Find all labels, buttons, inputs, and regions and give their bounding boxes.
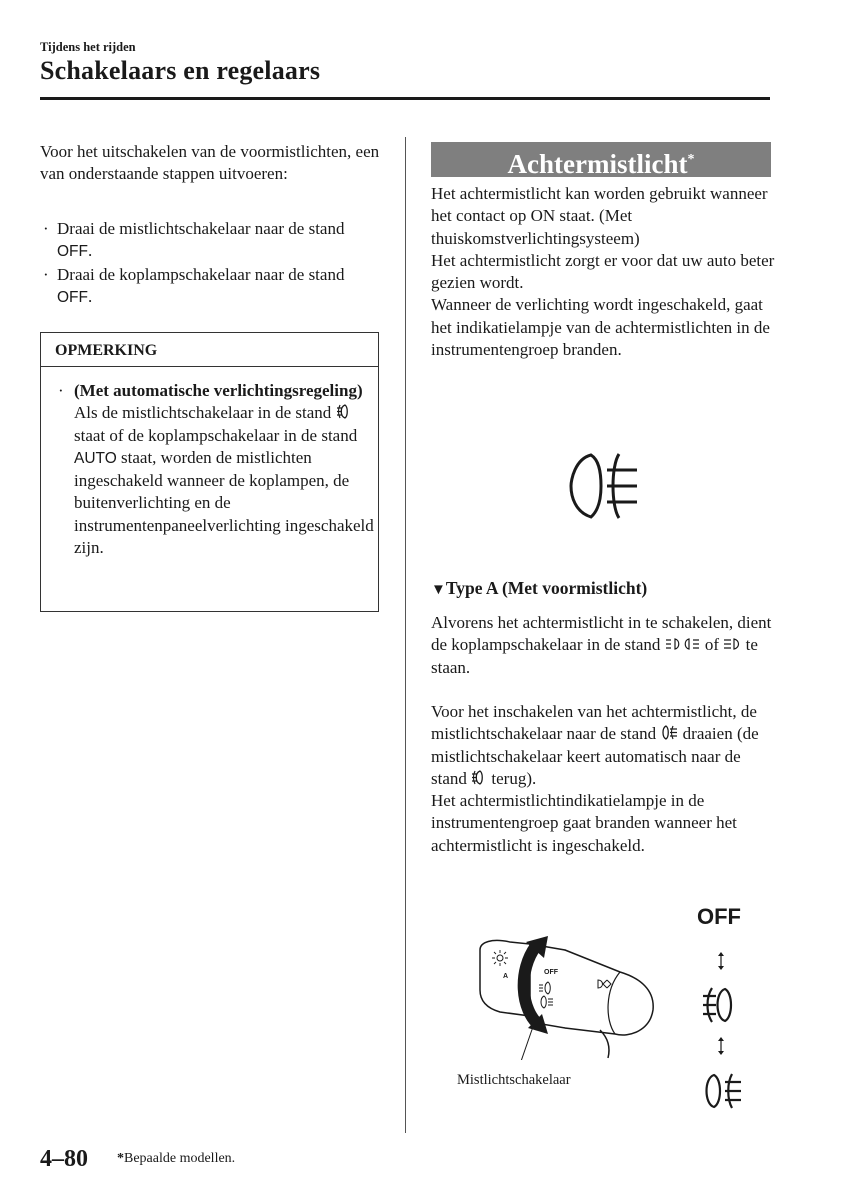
note-bold: (Met automatische verlichtingsregeling) <box>74 381 363 400</box>
front-fog-icon <box>471 769 487 786</box>
arrow-up-down-icon <box>713 1036 729 1056</box>
note-box <box>40 332 379 612</box>
rear-fog-indicator-icon <box>563 450 645 522</box>
bullet-item: · Draai de koplampschakelaar naar de stand OFF. <box>43 264 345 306</box>
headlight-icon <box>723 637 741 651</box>
paragraph: Wanneer de verlichting wordt ingeschakeld, gaat het indikatielampje van de achtermistlichten in de instrumentengroep branden. <box>431 295 770 360</box>
arrow-up-down-icon <box>713 951 729 971</box>
switch-position-off: OFF <box>57 288 88 306</box>
paragraph: Het achtermistlicht zorgt er voor dat uw auto beter gezien wordt. <box>431 250 775 293</box>
front-fog-position-icon <box>701 985 741 1025</box>
triangle-icon: ▼ <box>431 582 446 598</box>
bullet-list <box>43 218 383 309</box>
section-label: Tijdens het rijden <box>40 40 136 54</box>
page-number: 4–80 <box>40 1146 88 1172</box>
front-fog-icon <box>336 403 352 420</box>
fog-switch-illustration <box>470 930 670 1060</box>
bullet-item: · Draai de mistlichtschakelaar naar de stand OFF. <box>43 219 345 261</box>
bullet-text: Draai de koplampschakelaar naar de stand <box>57 264 345 284</box>
rear-fog-description <box>431 183 776 361</box>
page-title: Schakelaars en regelaars <box>40 56 321 85</box>
bullet-text: Draai de mistlichtschakelaar naar de stand <box>57 219 345 238</box>
note-heading: OPMERKING <box>41 333 378 367</box>
rear-fog-icon <box>660 724 678 741</box>
section-heading-bar: Achtermistlicht* <box>431 142 771 177</box>
off-position-label: OFF <box>697 904 741 929</box>
note-body: · (Met automatische verlichtingsregeling) Als de mistlichtschakelaar in de stand staat of de koplampschakelaar in de stand AUTO staat, worden de mistlichten ingeschakeld wanneer de koplampen, de buitenverlichting en de instrumentenpaneelverlichting ingeschakeld zijn. <box>58 381 374 558</box>
title-rule <box>40 97 770 100</box>
switch-position-off: OFF <box>57 243 88 261</box>
knob-off-label: OFF <box>544 969 558 976</box>
paragraph: Voor het inschakelen van het achtermistlicht, de mistlichtschakelaar naar de stand draaien (de mistlichtschakelaar keert automatisch naar de stand terug). Het achtermistlichtindikatielampje in de instrumentengroep gaat branden wanneer het achtermistlicht is ingeschakeld. <box>431 702 759 855</box>
intro-paragraph: Voor het uitschakelen van de voormistlichten, een van onderstaande stappen uitvoeren: <box>40 142 380 184</box>
paragraph: Het achtermistlicht kan worden gebruikt wanneer het contact op ON staat. (Met thuiskomstverlichtingsysteem) <box>431 184 768 248</box>
subheading: ▼Type A (Met voormistlicht) <box>431 578 648 598</box>
parking-light-icon <box>665 637 701 651</box>
rear-fog-position-icon <box>701 1071 747 1111</box>
paragraph: Alvorens het achtermistlicht in te schakelen, dient de koplampschakelaar in de stand of te staan. <box>431 613 772 677</box>
figure-caption: Mistlichtschakelaar <box>457 1072 571 1088</box>
knob-auto-label: A <box>503 973 509 980</box>
column-divider <box>405 137 406 1133</box>
footnote: *Bepaalde modellen. <box>117 1151 236 1166</box>
switch-position-auto: AUTO <box>74 449 117 467</box>
